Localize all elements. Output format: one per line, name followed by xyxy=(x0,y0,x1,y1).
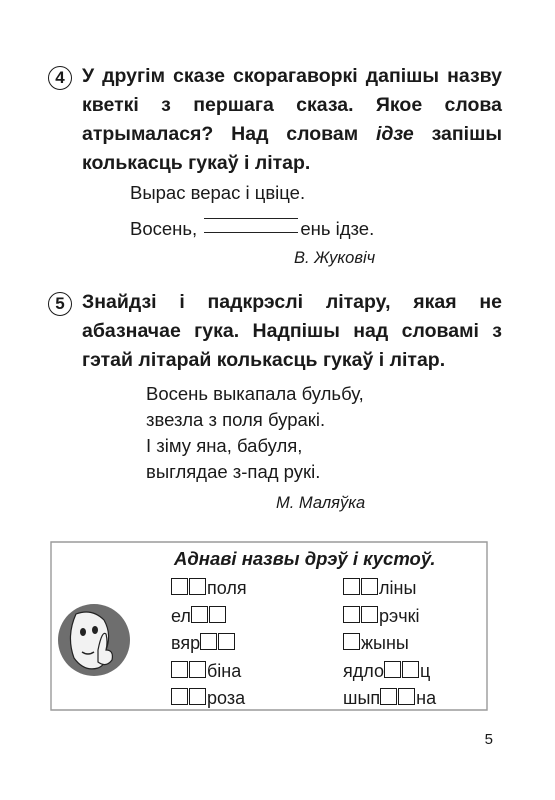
word-suffix: поля xyxy=(207,578,247,598)
letter-box[interactable] xyxy=(398,688,415,705)
task-4-text-before: У другім сказе скорагаворкі дапішы назву кветкі з першага сказа. Якое слова атрымалася? Над словам xyxy=(82,65,502,145)
letter-box[interactable] xyxy=(343,633,360,650)
exercise-title: Аднаві назвы дрэў і кустоў. xyxy=(174,548,436,569)
letter-box[interactable] xyxy=(380,688,397,705)
word-prefix: ел xyxy=(171,605,191,626)
word-suffix: жыны xyxy=(361,633,409,653)
letter-box[interactable] xyxy=(218,633,235,650)
letter-box[interactable] xyxy=(343,578,360,595)
letter-box[interactable] xyxy=(171,688,188,705)
task-5-poem-line: І зіму яна, бабуля, xyxy=(146,435,303,456)
word-suffix: ліны xyxy=(379,578,417,598)
task-4-line-2-start: Восень, xyxy=(130,218,203,239)
word-suffix: роза xyxy=(207,688,246,708)
word-row xyxy=(171,606,227,626)
word-prefix: шып xyxy=(343,688,381,708)
word-suffix: біна xyxy=(207,660,242,681)
word-row xyxy=(171,688,245,708)
task-4-line-2 xyxy=(130,211,374,247)
task-4-answer-blank[interactable] xyxy=(204,218,298,233)
word-row xyxy=(343,578,416,598)
letter-box[interactable] xyxy=(200,633,217,650)
word-prefix: ядло xyxy=(343,660,384,681)
word-row xyxy=(343,688,436,708)
letter-box[interactable] xyxy=(171,661,188,678)
task-5-instruction: Знайдзі і падкрэслі літару, якая не абазначае гука. Надпішы над словамі з гэтай літарай колькасць гукаў і літар. xyxy=(82,291,502,371)
word-row xyxy=(343,661,430,681)
task-5-poem xyxy=(146,381,364,485)
word-row xyxy=(343,633,409,653)
task-5-author: М. Маляўка xyxy=(276,494,366,512)
task-4-instruction xyxy=(82,62,502,178)
task-4-line-2-end: ень ідзе. xyxy=(300,218,375,239)
letter-box[interactable] xyxy=(384,661,401,678)
word-row xyxy=(171,578,247,598)
letter-box[interactable] xyxy=(361,606,378,623)
task-4-line-1: Вырас верас і цвіце. xyxy=(130,182,306,203)
letter-box[interactable] xyxy=(189,578,206,595)
task-5-poem-line: звезла з поля буракі. xyxy=(146,409,326,430)
letter-box[interactable] xyxy=(402,661,419,678)
word-row xyxy=(171,633,236,653)
word-prefix: вяр xyxy=(171,633,201,653)
task-5-poem-line: Восень выкапала бульбу, xyxy=(146,383,364,404)
task-4-author: В. Жуковіч xyxy=(294,249,376,267)
task-4-number: 4 xyxy=(48,66,72,90)
letter-box[interactable] xyxy=(189,661,206,678)
task-5-poem-line: выглядае з-пад рукі. xyxy=(146,461,321,482)
page-number: 5 xyxy=(484,731,493,748)
letter-box[interactable] xyxy=(191,606,208,623)
task-4-tongue-twister xyxy=(130,175,374,247)
task-4-text-after: запішы колькасць гукаў і літар. xyxy=(82,123,502,174)
thinking-face-illustration xyxy=(54,600,134,680)
letter-box[interactable] xyxy=(209,606,226,623)
letter-box[interactable] xyxy=(361,578,378,595)
task-4-italic-word: ідзе xyxy=(376,123,414,145)
word-suffix: на xyxy=(416,688,437,708)
letter-box[interactable] xyxy=(343,606,360,623)
word-row xyxy=(171,661,241,681)
letter-box[interactable] xyxy=(171,578,188,595)
word-suffix: ц xyxy=(419,660,431,681)
word-row xyxy=(343,606,419,626)
word-suffix: рэчкі xyxy=(379,605,420,626)
task-5-number: 5 xyxy=(48,292,72,316)
letter-box[interactable] xyxy=(189,688,206,705)
